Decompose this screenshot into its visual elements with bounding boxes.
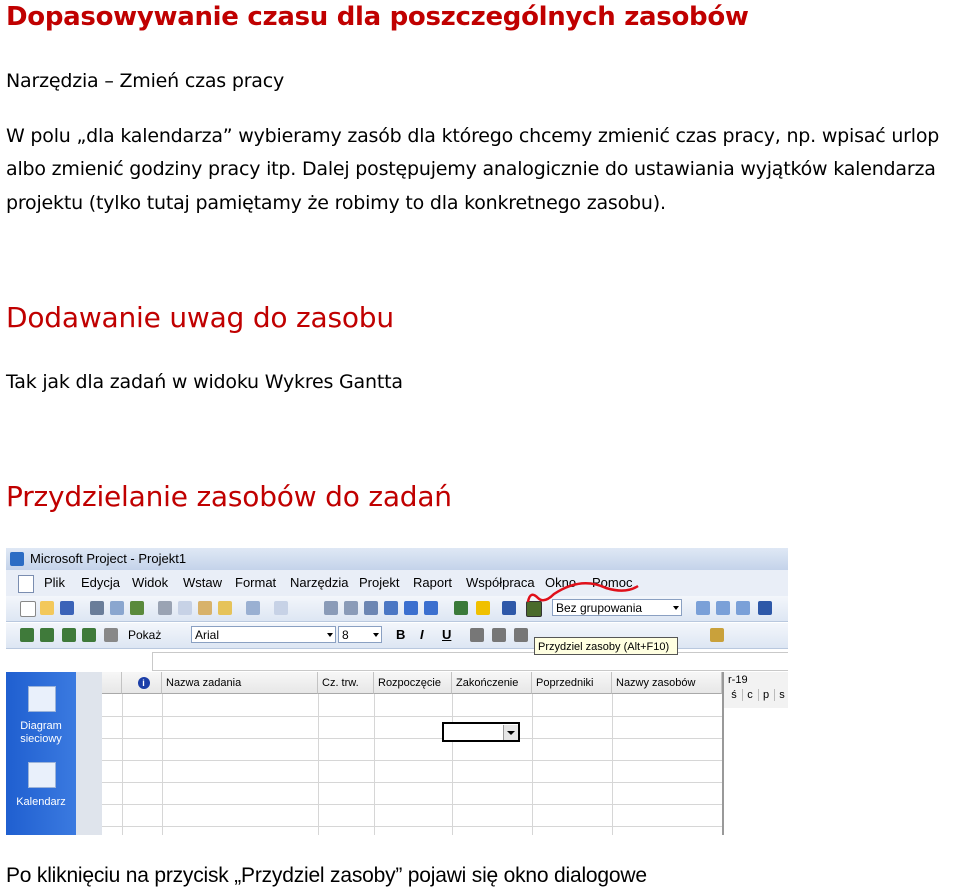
column-divider (532, 694, 533, 835)
show-dropdown[interactable]: Pokaż (128, 628, 162, 642)
bold-button[interactable]: B (396, 627, 406, 642)
gantt-week-label: r-19 (728, 674, 748, 686)
calendar-paragraph-line-2: albo zmienić godziny pracy itp. Dalej postępujemy analogicznie do ustawiania wyjątków kalendarza (6, 158, 936, 180)
column-divider (452, 694, 453, 835)
menu-wstaw[interactable]: Wstaw (183, 575, 222, 590)
table-row (102, 782, 722, 783)
column-divider (162, 694, 163, 835)
resource-dropdown-cell[interactable] (442, 722, 520, 742)
section-heading-assign: Przydzielanie zasobów do zadań (6, 480, 452, 513)
menu-okno[interactable]: Okno (545, 575, 577, 590)
row-header-strip (76, 672, 102, 835)
gantt-day: ś (726, 689, 743, 701)
task-table (102, 672, 788, 835)
table-row (102, 826, 722, 827)
section-heading-time: Dopasowywanie czasu dla poszczególnych zasobów (6, 2, 749, 32)
menu-projekt[interactable]: Projekt (359, 575, 400, 590)
table-row (102, 738, 722, 739)
italic-button[interactable]: I (420, 627, 424, 642)
calendar-icon (28, 762, 56, 788)
msproject-screenshot (6, 548, 788, 835)
col-start[interactable]: Rozpoczęcie (374, 672, 452, 694)
col-finish[interactable]: Zakończenie (452, 672, 532, 694)
view-network-diagram-label: Diagram sieciowy (20, 720, 62, 745)
col-resource-names[interactable]: Nazwy zasobów (612, 672, 722, 694)
underline-button[interactable]: U (442, 627, 452, 642)
menu-wspolpraca[interactable]: Współpraca (466, 575, 535, 590)
menu-pomoc[interactable]: Pomoc (592, 575, 633, 590)
view-calendar[interactable] (6, 762, 76, 812)
table-row (102, 804, 722, 805)
font-size-value: 8 (342, 628, 349, 642)
table-row (102, 716, 722, 717)
menu-path: Narzędzia – Zmień czas pracy (6, 70, 285, 92)
column-divider (612, 694, 613, 835)
view-calendar-label: Kalendarz (16, 796, 66, 808)
col-task-name[interactable]: Nazwa zadania (162, 672, 318, 694)
calendar-paragraph-line-3: projektu (tylko tutaj pamiętamy że robimy to dla konkretnego zasobu). (6, 192, 666, 214)
view-bar (6, 672, 76, 835)
view-network-diagram[interactable] (6, 686, 76, 746)
menu-raport[interactable]: Raport (413, 575, 453, 590)
gantt-day: c (742, 689, 759, 701)
col-predecessors[interactable]: Poprzedniki (532, 672, 612, 694)
group-by-value: Bez grupowania (556, 601, 643, 615)
bottom-paragraph: Po kliknięciu na przycisk „Przydziel zasoby” pojawi się okno dialogowe (6, 864, 647, 887)
table-corner (102, 672, 122, 694)
font-value: Arial (195, 628, 220, 642)
info-column-header[interactable] (122, 672, 162, 694)
gantt-chart-area[interactable] (722, 708, 788, 835)
col-duration[interactable]: Cz. trw. (318, 672, 374, 694)
gantt-timescale (722, 672, 788, 708)
column-divider (122, 694, 123, 835)
menu-widok[interactable]: Widok (132, 575, 169, 590)
window-title: Microsoft Project - Projekt1 (30, 551, 187, 566)
table-row (102, 760, 722, 761)
section-heading-notes: Dodawanie uwag do zasobu (6, 301, 394, 334)
column-divider (374, 694, 375, 835)
tooltip-assign-resources: Przydziel zasoby (Alt+F10) (534, 637, 678, 655)
chevron-down-icon[interactable] (503, 725, 518, 740)
info-icon: i (138, 677, 150, 689)
menu-narzedzia[interactable]: Narzędzia (290, 575, 349, 590)
network-diagram-icon (28, 686, 56, 712)
column-divider (318, 694, 319, 835)
menu-format[interactable]: Format (235, 575, 277, 590)
calendar-paragraph-line-1: W polu „dla kalendarza” wybieramy zasób dla którego chcemy zmienić czas pracy, np. wpisać urlop (6, 125, 940, 147)
menu-plik[interactable]: Plik (44, 575, 65, 590)
gantt-day: s (774, 689, 788, 701)
menu-edycja[interactable]: Edycja (81, 575, 121, 590)
notes-paragraph: Tak jak dla zadań w widoku Wykres Gantta (6, 371, 403, 393)
gantt-day: p (758, 689, 775, 701)
